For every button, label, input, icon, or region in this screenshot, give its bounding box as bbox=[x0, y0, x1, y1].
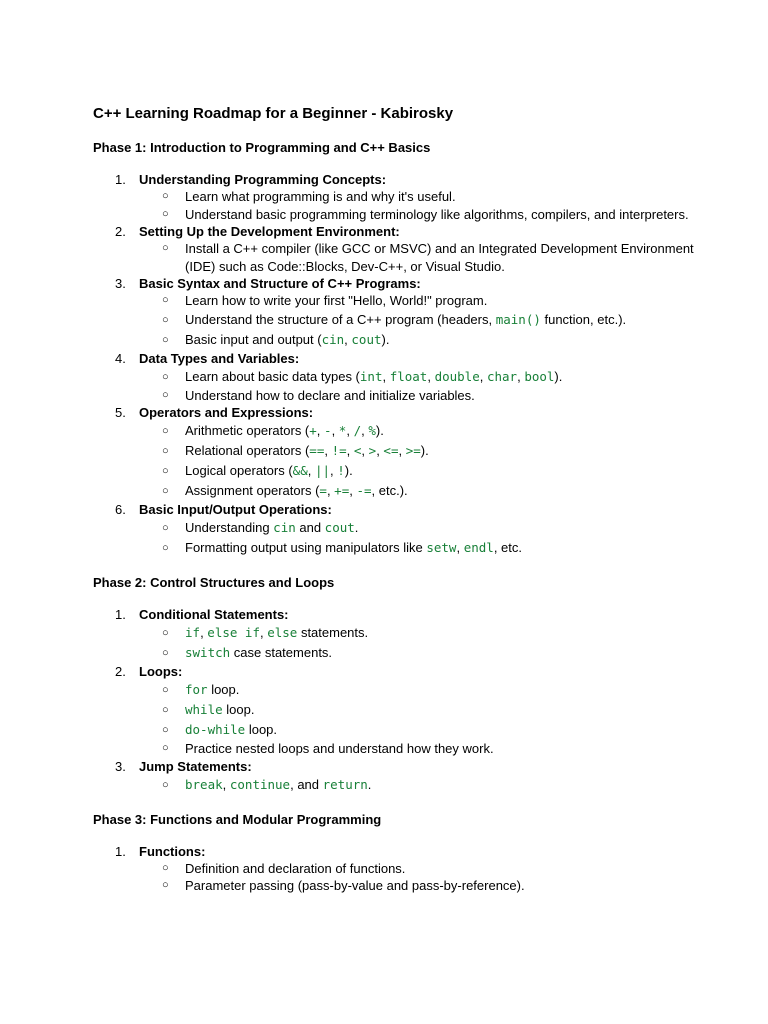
document-page bbox=[93, 104, 713, 895]
bullet-text: , bbox=[324, 443, 332, 458]
hollow-circle-bullet-icon: ○ bbox=[162, 242, 169, 254]
bullet-text: Parameter passing (pass-by-value and pass-by-reference). bbox=[185, 878, 525, 893]
code-keyword: int bbox=[359, 368, 383, 384]
code-keyword: && bbox=[292, 463, 308, 478]
bullet-text: , bbox=[361, 423, 369, 438]
bullet-text: Definition and declaration of functions. bbox=[185, 860, 406, 876]
bullet-text: , bbox=[479, 368, 487, 384]
bullet-list bbox=[139, 518, 713, 558]
bullet-text: Arithmetic operators ( bbox=[185, 423, 310, 438]
item-title: Loops: bbox=[139, 664, 183, 679]
bullet-text: , bbox=[517, 368, 525, 384]
bullet-text: , etc. bbox=[493, 540, 522, 555]
bullet-text: , bbox=[382, 368, 390, 384]
hollow-circle-bullet-icon: ○ bbox=[162, 542, 169, 554]
list-item bbox=[93, 758, 713, 795]
item-number: 1. bbox=[115, 172, 126, 187]
hollow-circle-bullet-icon: ○ bbox=[162, 425, 169, 437]
code-keyword: += bbox=[334, 483, 350, 498]
hollow-circle-bullet-icon: ○ bbox=[162, 465, 169, 477]
bullet-text: , and bbox=[290, 776, 323, 792]
bullet-list bbox=[139, 623, 713, 663]
bullet-text: , bbox=[398, 443, 406, 458]
item-title: Jump Statements: bbox=[139, 758, 252, 774]
bullet-list bbox=[139, 367, 713, 405]
code-keyword: while bbox=[185, 702, 223, 717]
hollow-circle-bullet-icon: ○ bbox=[162, 627, 169, 639]
bullet-text: Formatting output using manipulators like bbox=[185, 540, 427, 555]
phase-title: Phase 3: Functions and Modular Programming bbox=[93, 811, 382, 827]
hollow-circle-bullet-icon: ○ bbox=[162, 522, 169, 534]
bullet-list bbox=[139, 680, 713, 758]
bullet-text: loop. bbox=[207, 682, 240, 697]
document-title: C++ Learning Roadmap for a Beginner - Kabirosky bbox=[93, 105, 454, 122]
hollow-circle-bullet-icon: ○ bbox=[162, 370, 169, 383]
phases-container bbox=[93, 139, 713, 895]
item-title: Functions: bbox=[139, 843, 206, 859]
item-title: Basic Input/Output Operations: bbox=[139, 502, 332, 517]
bullet-item bbox=[139, 860, 713, 878]
numbered-list bbox=[93, 843, 713, 895]
bullet-list bbox=[139, 860, 713, 895]
bullet-text: Learn what programming is and why it's useful. bbox=[185, 189, 456, 204]
bullet-text: , bbox=[376, 443, 384, 458]
code-keyword: break bbox=[185, 776, 223, 792]
bullet-item bbox=[139, 623, 713, 643]
bullet-item bbox=[139, 643, 713, 663]
bullet-text: Practice nested loops and understand how they work. bbox=[185, 741, 494, 756]
item-number: 6. bbox=[115, 502, 126, 517]
code-keyword: float bbox=[389, 368, 428, 384]
code-keyword: < bbox=[353, 443, 362, 458]
bullet-item bbox=[139, 680, 713, 700]
item-number: 4. bbox=[115, 350, 126, 366]
bullet-text: Understand the structure of a C++ program (headers, bbox=[185, 311, 496, 327]
bullet-item bbox=[139, 877, 713, 895]
bullet-item bbox=[139, 330, 713, 350]
code-keyword: != bbox=[331, 443, 347, 458]
bullet-item bbox=[139, 310, 713, 330]
item-title: Operators and Expressions: bbox=[139, 405, 314, 420]
bullet-text: Install a C++ compiler (like GCC or MSVC) and an Integrated Development Environment (IDE) such as Code::Blocks, Dev-C++, or Visual Studio. bbox=[185, 241, 694, 274]
bullet-text: , bbox=[316, 423, 325, 438]
bullet-item bbox=[139, 775, 713, 795]
bullet-text: , bbox=[346, 443, 354, 458]
bullet-text: Understand basic programming terminology like algorithms, compilers, and interpreters. bbox=[185, 206, 689, 222]
code-keyword: <= bbox=[383, 443, 399, 458]
bullet-item bbox=[139, 538, 713, 558]
bullet-text: Basic input and output ( bbox=[185, 331, 322, 347]
bullet-text: , bbox=[349, 483, 357, 498]
bullet-text: and bbox=[295, 520, 325, 535]
hollow-circle-bullet-icon: ○ bbox=[162, 388, 169, 401]
code-keyword: else bbox=[267, 625, 298, 640]
list-item bbox=[93, 171, 713, 223]
code-keyword: >= bbox=[405, 443, 421, 458]
hollow-circle-bullet-icon: ○ bbox=[162, 190, 169, 202]
code-keyword: ! bbox=[337, 463, 345, 478]
bullet-text: Learn how to write your first "Hello, World!" program. bbox=[185, 293, 488, 308]
bullet-text: , etc.). bbox=[371, 483, 408, 498]
item-number: 2. bbox=[115, 224, 126, 239]
bullet-item bbox=[139, 481, 713, 501]
code-keyword: if bbox=[185, 625, 201, 640]
code-keyword: == bbox=[309, 443, 325, 458]
item-number: 1. bbox=[115, 607, 126, 622]
hollow-circle-bullet-icon: ○ bbox=[162, 207, 169, 220]
bullet-text: ). bbox=[375, 423, 384, 438]
bullet-list bbox=[139, 292, 713, 350]
code-keyword: = bbox=[319, 483, 327, 498]
item-number: 3. bbox=[115, 758, 126, 774]
numbered-list bbox=[93, 606, 713, 795]
hollow-circle-bullet-icon: ○ bbox=[162, 294, 169, 306]
bullet-list bbox=[139, 775, 713, 795]
code-keyword: + bbox=[309, 423, 317, 438]
item-number: 1. bbox=[115, 843, 126, 859]
hollow-circle-bullet-icon: ○ bbox=[162, 445, 169, 457]
item-number: 5. bbox=[115, 405, 126, 420]
bullet-item bbox=[139, 461, 713, 481]
bullet-text: ). bbox=[554, 368, 563, 384]
code-keyword: do-while bbox=[185, 722, 246, 737]
list-item bbox=[93, 501, 713, 558]
item-number: 2. bbox=[115, 664, 126, 679]
code-keyword: cout bbox=[324, 520, 355, 535]
code-keyword: for bbox=[185, 682, 208, 697]
phase-title: Phase 1: Introduction to Programming and C++ Basics bbox=[93, 140, 431, 155]
bullet-text: Understanding bbox=[185, 520, 274, 535]
bullet-text: , bbox=[346, 423, 354, 438]
bullet-text: . bbox=[354, 520, 359, 535]
code-keyword: main() bbox=[495, 311, 541, 327]
list-item bbox=[93, 606, 713, 663]
item-title: Basic Syntax and Structure of C++ Programs: bbox=[139, 276, 421, 291]
hollow-circle-bullet-icon: ○ bbox=[162, 333, 169, 346]
bullet-item bbox=[139, 518, 713, 538]
code-keyword: cin bbox=[321, 331, 345, 347]
hollow-circle-bullet-icon: ○ bbox=[162, 485, 169, 497]
bullet-item bbox=[139, 421, 713, 441]
item-title: Data Types and Variables: bbox=[139, 350, 300, 366]
hollow-circle-bullet-icon: ○ bbox=[162, 879, 169, 891]
bullet-text: Logical operators ( bbox=[185, 463, 293, 478]
hollow-circle-bullet-icon: ○ bbox=[162, 861, 169, 874]
list-item bbox=[93, 843, 713, 895]
bullet-item bbox=[139, 700, 713, 720]
bullet-text: , bbox=[222, 776, 230, 792]
bullet-text: ). bbox=[344, 463, 353, 478]
bullet-list bbox=[139, 421, 713, 501]
bullet-item bbox=[139, 720, 713, 740]
bullet-text: , bbox=[326, 483, 335, 498]
code-keyword: * bbox=[338, 423, 347, 438]
item-number: 3. bbox=[115, 276, 126, 291]
hollow-circle-bullet-icon: ○ bbox=[162, 704, 169, 716]
bullet-list bbox=[139, 240, 713, 275]
bullet-text: , bbox=[361, 443, 369, 458]
bullet-text: ). bbox=[381, 331, 390, 347]
code-keyword: / bbox=[353, 423, 362, 438]
list-item bbox=[93, 404, 713, 501]
bullet-text: , bbox=[307, 463, 315, 478]
list-item bbox=[93, 223, 713, 275]
bullet-item bbox=[139, 240, 713, 275]
code-keyword: double bbox=[434, 368, 480, 384]
bullet-text: Assignment operators ( bbox=[185, 483, 320, 498]
bullet-text: , bbox=[330, 463, 338, 478]
code-keyword: bool bbox=[524, 368, 555, 384]
bullet-text: , bbox=[344, 331, 352, 347]
bullet-text: Learn about basic data types ( bbox=[185, 368, 360, 384]
bullet-item bbox=[139, 367, 713, 387]
bullet-item bbox=[139, 387, 713, 405]
code-keyword: cin bbox=[273, 520, 296, 535]
item-title: Conditional Statements: bbox=[139, 607, 289, 622]
list-item bbox=[93, 275, 713, 350]
bullet-list bbox=[139, 188, 713, 223]
code-keyword: || bbox=[314, 463, 331, 478]
code-keyword: -= bbox=[356, 483, 372, 498]
code-keyword: else if bbox=[207, 625, 260, 640]
code-keyword: char bbox=[486, 368, 518, 384]
code-keyword: > bbox=[368, 443, 377, 458]
numbered-list bbox=[93, 171, 713, 558]
hollow-circle-bullet-icon: ○ bbox=[162, 684, 169, 696]
bullet-text: statements. bbox=[297, 625, 369, 640]
code-keyword: cout bbox=[351, 331, 382, 347]
phase-title: Phase 2: Control Structures and Loops bbox=[93, 575, 335, 590]
bullet-text: loop. bbox=[222, 702, 255, 717]
hollow-circle-bullet-icon: ○ bbox=[162, 742, 169, 754]
list-item bbox=[93, 350, 713, 405]
code-keyword: return bbox=[322, 776, 368, 792]
hollow-circle-bullet-icon: ○ bbox=[162, 313, 169, 326]
bullet-text: Understand how to declare and initialize variables. bbox=[185, 387, 475, 403]
phase-section bbox=[93, 574, 713, 795]
phase-section bbox=[93, 811, 713, 895]
code-keyword: - bbox=[324, 423, 332, 438]
bullet-text: ). bbox=[420, 443, 429, 458]
bullet-text: , bbox=[331, 423, 339, 438]
bullet-text: , bbox=[200, 625, 208, 640]
bullet-text: . bbox=[367, 776, 372, 792]
phase-section bbox=[93, 139, 713, 558]
bullet-item bbox=[139, 740, 713, 758]
bullet-text: case statements. bbox=[230, 645, 333, 660]
bullet-text: function, etc.). bbox=[540, 311, 627, 327]
item-title: Understanding Programming Concepts: bbox=[139, 172, 387, 187]
hollow-circle-bullet-icon: ○ bbox=[162, 778, 169, 791]
item-title: Setting Up the Development Environment: bbox=[139, 224, 400, 239]
hollow-circle-bullet-icon: ○ bbox=[162, 724, 169, 736]
code-keyword: % bbox=[368, 423, 376, 438]
bullet-text: Relational operators ( bbox=[185, 443, 310, 458]
code-keyword: endl bbox=[463, 540, 494, 555]
code-keyword: switch bbox=[185, 645, 231, 660]
list-item bbox=[93, 663, 713, 758]
code-keyword: continue bbox=[229, 776, 291, 792]
bullet-item bbox=[139, 206, 713, 224]
code-keyword: setw bbox=[426, 540, 457, 555]
bullet-item bbox=[139, 188, 713, 206]
bullet-text: , bbox=[427, 368, 435, 384]
hollow-circle-bullet-icon: ○ bbox=[162, 647, 169, 659]
bullet-text: loop. bbox=[245, 722, 278, 737]
bullet-text: , bbox=[456, 540, 464, 555]
bullet-text: , bbox=[259, 625, 268, 640]
bullet-item bbox=[139, 292, 713, 310]
bullet-item bbox=[139, 441, 713, 461]
